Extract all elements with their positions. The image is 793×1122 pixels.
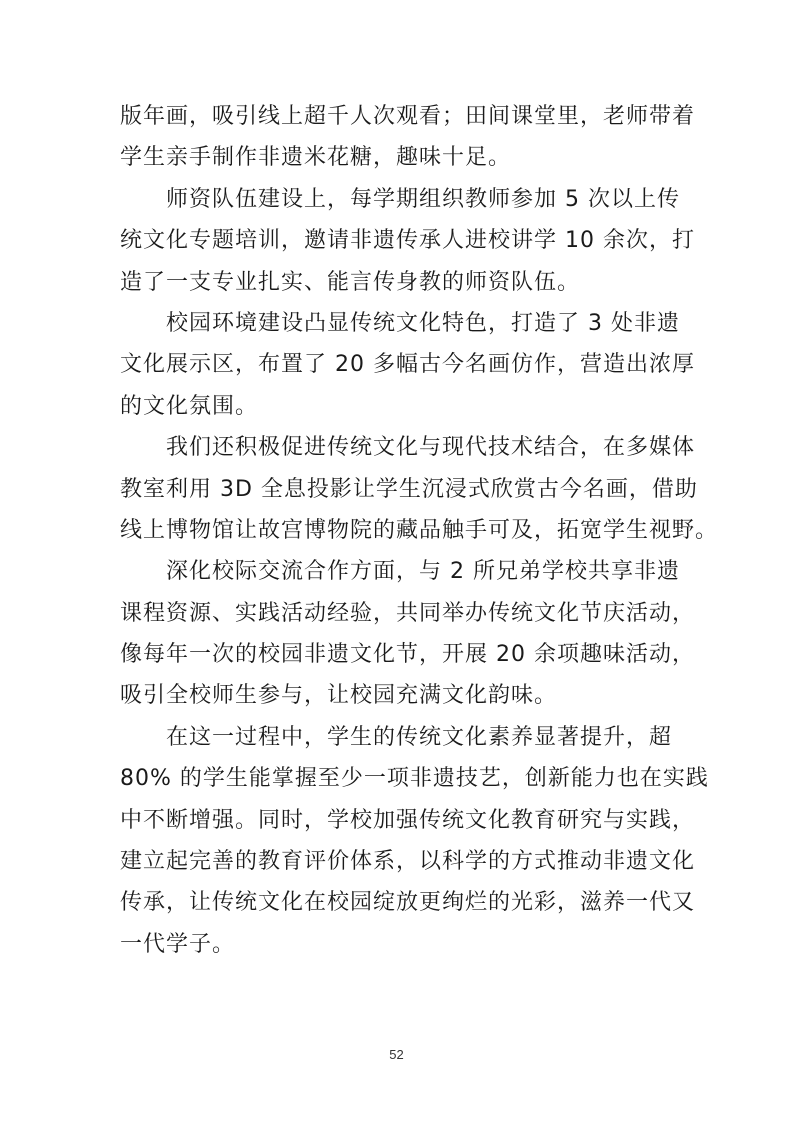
text-line: 文化展示区，布置了 20 多幅古今名画仿作，营造出浓厚	[120, 352, 695, 378]
body-text	[120, 96, 719, 965]
text-line: 传承，让传统文化在校园绽放更绚烂的光彩，滋养一代又	[120, 890, 696, 916]
text-line: 在这一过程中，学生的传统文化素养显著提升，超	[120, 724, 673, 750]
page-number: 52	[389, 1047, 404, 1062]
text-line: 师资队伍建设上，每学期组织教师参加 5 次以上传	[120, 186, 680, 212]
text-line: 像每年一次的校园非遗文化节，开展 20 余项趣味活动，	[120, 642, 695, 668]
text-line: 课程资源、实践活动经验，共同举办传统文化节庆活动，	[120, 600, 696, 626]
text-line: 我们还积极促进传统文化与现代技术结合，在多媒体	[120, 435, 696, 461]
text-line: 教室利用 3D 全息投影让学生沉浸式欣赏古今名画，借助	[120, 476, 698, 502]
text-line: 深化校际交流合作方面，与 2 所兄弟学校共享非遗	[120, 559, 680, 585]
text-line: 80% 的学生能掌握至少一项非遗技艺，创新能力也在实践	[120, 766, 709, 792]
text-line: 吸引全校师生参与，让校园充满文化韵味。	[120, 683, 558, 709]
text-line: 统文化专题培训，邀请非遗传承人进校讲学 10 余次，打	[120, 228, 695, 254]
text-line: 一代学子。	[120, 931, 236, 957]
text-line: 建立起完善的教育评价体系，以科学的方式推动非遗文化	[120, 849, 696, 875]
text-line: 线上博物馆让故宫博物院的藏品触手可及，拓宽学生视野。	[120, 517, 719, 543]
text-line: 校园环境建设凸显传统文化特色，打造了 3 处非遗	[120, 310, 680, 336]
text-line: 版年画，吸引线上超千人次观看；田间课堂里，老师带着	[120, 104, 696, 129]
text-line: 造了一支专业扎实、能言传身教的师资队伍。	[120, 269, 581, 295]
text-line: 学生亲手制作非遗米花糖，趣味十足。	[120, 145, 512, 171]
text-line: 的文化氛围。	[120, 393, 259, 419]
text-line: 中不断增强。同时，学校加强传统文化教育研究与实践，	[120, 807, 696, 833]
